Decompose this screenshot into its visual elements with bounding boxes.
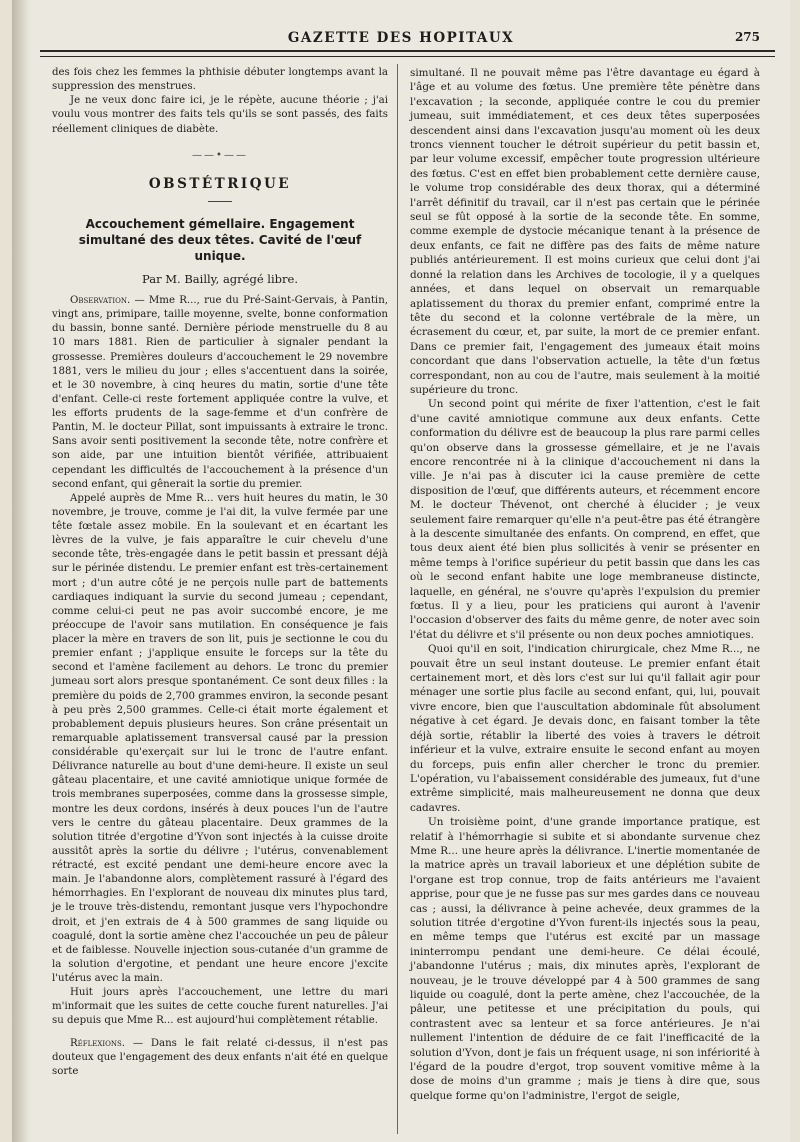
section-ornament: ——•—— <box>192 149 248 161</box>
intro-paragraph: des fois chez les femmes la phthisie débuter longtemps avant la suppression des menstrues. <box>52 67 388 93</box>
journal-title: GAZETTE DES HOPITAUX <box>287 30 515 46</box>
intro-paragraph-2: Je ne veux donc faire ici, je le répète, aucune théorie ; j'ai voulu vous montrer des faits tels qu'ils se sont passés, des faits réellement cliniques de diabète. <box>52 95 388 135</box>
left-column <box>52 66 388 1079</box>
column-divider <box>397 64 398 1134</box>
reflections-text: — Dans le fait relaté ci-dessus, il n'est pas douteux que l'engagement des deux enfants n'ait été en quelque sorte <box>52 1037 388 1077</box>
observation-label: Observation. <box>70 295 131 306</box>
observation-paragraph <box>52 294 388 492</box>
running-header <box>12 30 790 50</box>
section-title: OBSTÉTRIQUE <box>148 175 292 192</box>
body-paragraph: simultané. Il ne pouvait même pas l'être davantage eu égard à l'âge et au volume des fœtus. Une première tête pénètre dans l'excavation ; la seconde, appliquée contre le cou du premier jumeau, suit immédiatement, et ces deux têtes superposées descendent ainsi dans l'excavation jusqu'au moment où les deux troncs viennent toucher le détroit supérieur du petit bassin et, par leur volume excessif, empêcher toute progression ultérieure des fœtus. C'est en effet bien probablement cette dernière cause, le volume trop considérable des deux thorax, qui a déterminé l'arrêt définitif du travail, car il n'est pas certain que le périnée seul se fût opposé à la sortie de la seconde tête. En somme, comme exemple de dystocie mécanique tenant à la présence de deux enfants, ce fait ne diffère pas des faits de même nature publiés antérieurement. Il est moins curieux que celui dont j'ai donné la relation dans les Archives de tocologie, il y a quelques années, et dans lequel on observait un remarquable aplatissement du thorax du premier enfant, comprimé entre la tête du second et la colonne vertébrale de la mère, un écrasement du cœur, et, par suite, la mort de ce premier enfant. Dans ce premier fait, l'engagement des jumeaux était moins concordant que dans l'observation actuelle, la tête d'un fœtus correspondant, non au cou de l'autre, mais seulement à la moitié supérieure du tronc. <box>410 67 760 396</box>
body-paragraph: Un second point qui mérite de fixer l'attention, c'est le fait d'une cavité amniotique commune aux deux enfants. Cette conformation du délivre est de beaucoup la plus rare parmi celles qu'on observe dans la grossesse gémellaire, et je ne l'avais encore rencontrée ni à la clinique d'accouchement ni dans la ville. Je n'ai pas à discuter ici la cause première de cette disposition de l'œuf, que différents auteurs, et récemment encore M. le docteur Thévenot, ont cherché à élucider ; je veux seulement faire remarquer qu'elle n'a peut-être pas été étrangère à la descente simultanée des enfants. On comprend, en effet, que tous deux aient été bien plus sollicités à venir se présenter en même temps à l'orifice supérieur du petit bassin que dans les cas où le second enfant habite une loge membraneuse distincte, laquelle, en général, ne s'ouvre qu'après l'expulsion du premier fœtus. Il y a lieu, pour les praticiens qui auront à l'avenir l'occasion d'observer des faits du même genre, de noter avec soin l'état du délivre et s'il présente ou non deux poches amniotiques. <box>410 398 760 641</box>
section-short-rule <box>208 201 232 202</box>
reflections-label: Réflexions. <box>70 1037 126 1049</box>
right-column <box>410 66 760 1103</box>
page-spine-shadow <box>12 0 30 1142</box>
header-rule-thick <box>40 50 775 52</box>
body-paragraph: Quoi qu'il en soit, l'indication chirurgicale, chez Mme R..., ne pouvait être un seul instant douteuse. Le premier enfant était certainement mort, et dès lors c'est sur lui qu'il fallait agir pour ménager une sortie plus facile au second enfant, qui, lui, pouvait vivre encore, bien que l'auscultation abdominale fût absolument négative à cet égard. Je devais donc, en faisant tomber la tête déjà sortie, rétablir la liberté des voies à travers le détroit inférieur et la vulve, extraire ensuite le second enfant au moyen du forceps, puis enfin aller chercher le tronc du premier. L'opération, vu l'abaissement considérable des jumeaux, fut d'une extrême simplicité, mais malheureusement ne donna que deux cadavres. <box>410 643 760 814</box>
body-paragraph: Appelé auprès de Mme R... vers huit heures du matin, le 30 novembre, je trouve, comme je l'ai dit, la vulve fermée par une tête fœtale assez mobile. En la soulevant et en écartant les lèvres de la vulve, je fais apparaître le cuir chevelu d'une seconde tête, très-engagée dans le petit bassin et pressant déjà sur le périnée distendu. Le premier enfant est très-certainement mort ; d'un autre côté je ne perçois nulle part de battements cardiaques indiquant la survie du second jumeau ; cependant, comme celui-ci peut ne pas avoir succombé encore, je me préoccupe de l'avoir sans mutilation. En conséquence je fais placer la mère en travers de son lit, puis je sectionne le cou du premier enfant ; j'applique ensuite le forceps sur la tête du second et l'amène facilement au dehors. Le tronc du premier jumeau sort alors presque spontanément. Ce sont deux filles : la première du poids de 2,700 grammes environ, la seconde pesant à peu près 2,500 grammes. Celle-ci était morte également et probablement depuis plusieurs heures. Son crâne présentait un remarquable aplatissement transversal causé par la pression considérable qu'exerçait sur lui le tronc de l'autre enfant. Délivrance naturelle au bout d'une demi-heure. Il existe un seul gâteau placentaire, et une cavité amniotique unique formée de trois membranes superposées, comme dans la grossesse simple, montre les deux cordons, insérés à deux pouces l'un de l'autre vers le centre du gâteau placentaire. Deux grammes de la solution titrée d'ergotine d'Yvon sont injectés à la cuisse droite aussitôt après la sortie du délivre ; l'utérus, convenablement rétracté, est excité pendant une demi-heure encore avec la main. Je l'abandonne alors, complètement rassuré à l'égard des hémorrhagies. En l'explorant de nouveau dix minutes plus tard, je le trouve très-distendu, remontant jusque vers l'hypochondre droit, et j'en extrais de 4 à 500 grammes de sang liquide ou coagulé, dont la sortie amène chez l'accouchée un peu de pâleur et de faiblesse. Nouvelle injection sous-cutanée d'un gramme de la solution d'ergotine, et pendant une heure encore j'excite l'utérus avec la main. <box>52 492 388 984</box>
reflections-paragraph <box>52 1037 388 1079</box>
article-title: Accouchement gémellaire. Engagement simultané des deux têtes. Cavité de l'œuf unique. <box>78 216 362 263</box>
newspaper-page <box>12 0 790 1142</box>
header-rule-thin <box>40 56 775 57</box>
body-paragraph: Huit jours après l'accouchement, une lettre du mari m'informait que les suites de cette couche furent naturelles. J'ai su depuis que Mme R... est aujourd'hui complètement rétablie. <box>52 987 388 1027</box>
observation-text: — Mme R..., rue du Pré-Saint-Gervais, à Pantin, vingt ans, primipare, taille moyenne, svelte, bonne conformation du bassin, bonne santé. Dernière période menstruelle du 8 au 10 mars 1881. Rien de particulier à signaler pendant la grossesse. Premières douleurs d'accouchement le 29 novembre 1881, vers le milieu du jour ; elles s'accentuent dans la soirée, et le 30 novembre, à cinq heures du matin, sortie d'une tête d'enfant. Celle-ci reste fortement appliquée contre la vulve, et les efforts prudents de la sage-femme et d'un confrère de Pantin, M. le docteur Pillat, sont impuissants à extraire le tronc. Sans avoir senti positivement la seconde tête, notre confrère et son aide, par une intuition bientôt vérifiée, attribuaient cependant les difficultés de l'accouchement à la présence d'un second enfant, qui gênerait la sortie du premier. <box>52 295 388 490</box>
page-number: 275 <box>734 30 760 44</box>
article-byline: Par M. Bailly, agrégé libre. <box>142 271 298 286</box>
body-paragraph: Un troisième point, d'une grande importance pratique, est relatif à l'hémorrhagie si subite et si abondante survenue chez Mme R... une heure après la délivrance. L'inertie momentanée de la matrice après un travail laborieux et une déplétion subite de l'organe est trop connue, trop de faits antérieurs me l'avaient apprise, pour que je ne fusse pas sur mes gardes dans ce nouveau cas ; aussi, la délivrance à peine achevée, deux grammes de la solution titrée d'ergotine d'Yvon furent-ils injectés sous la peau, en même temps que l'utérus est excité par un massage ininterrompu pendant une demi-heure. Ce délai écoulé, j'abandonne l'utérus ; mais, dix minutes après, l'explorant de nouveau, je le trouve développé par 4 à 500 grammes de sang liquide ou coagulé, dont la perte amène, chez l'accouchée, de la pâleur, une petitesse et une précipitation du pouls, qui contrastent avec sa lenteur et sa force antérieures. Je n'ai nullement l'intention de déduire de ce fait l'inefficacité de la solution d'Yvon, dont je fais un fréquent usage, ni son infériorité à l'égard de la poudre d'ergot, trop souvent vomitive même à la dose de moins d'un gramme ; mais je tiens à dire que, sous quelque forme qu'on l'administre, l'ergot de seigle, <box>410 816 760 1102</box>
